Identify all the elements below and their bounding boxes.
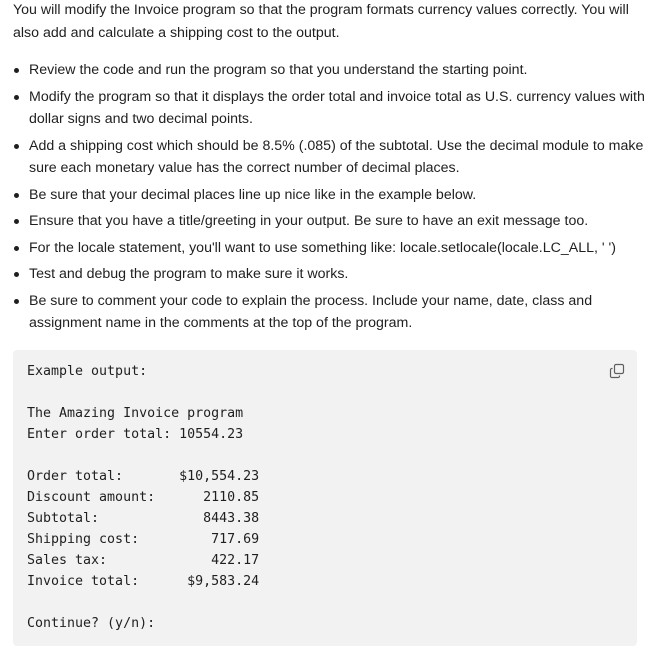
code-line: Sales tax: 422.17 xyxy=(27,553,260,568)
list-item-text: Add a shipping cost which should be 8.5% (.085) of the subtotal. Use the decimal module to make sure each monetary value has the correct number of decimal places. xyxy=(29,137,644,176)
code-block xyxy=(13,350,637,646)
bullet-icon xyxy=(14,219,19,224)
code-line xyxy=(27,592,259,613)
code-line: Continue? (y/n): xyxy=(27,616,156,631)
code-line: Discount amount: 2110.85 xyxy=(27,490,260,505)
list-item xyxy=(13,263,653,286)
instructions-content xyxy=(0,0,653,335)
list-item xyxy=(13,210,653,233)
code-line: Subtotal: 8443.38 xyxy=(27,511,260,526)
list-item-text: Test and debug the program to make sure it works. xyxy=(29,266,349,282)
bullet-icon xyxy=(14,246,19,251)
list-item-text: Be sure that your decimal places line up nice like in the example below. xyxy=(29,186,477,203)
list-item xyxy=(13,135,653,180)
intro-paragraph: You will modify the Invoice program so that the program formats currency values correctly. You will also add and calculate a shipping cost to the output. xyxy=(13,2,629,41)
code-line: Enter order total: 10554.23 xyxy=(27,427,244,442)
list-item-text: Review the code and run the program so that you understand the starting point. xyxy=(29,62,528,78)
code-line: Example output: xyxy=(27,364,148,379)
bullet-icon xyxy=(14,193,19,198)
bullet-icon xyxy=(14,68,19,73)
list-item-text: Ensure that you have a title/greeting in your output. Be sure to have an exit message too. xyxy=(29,213,589,229)
list-item-text: Be sure to comment your code to explain the process. Include your name, date, class and assignment name in the comments at the top of the program. xyxy=(29,292,593,331)
bullet-icon xyxy=(14,272,19,277)
code-line xyxy=(27,445,259,466)
bullet-icon xyxy=(14,95,19,100)
list-item-text: Modify the program so that it displays the order total and invoice total as U.S. currency values with dollar signs and two decimal points. xyxy=(29,88,645,127)
list-item xyxy=(13,59,653,82)
list-item-text: For the locale statement, you'll want to use something like: locale.setlocale(locale.LC_ALL, ' ') xyxy=(29,239,616,256)
code-line: The Amazing Invoice program xyxy=(27,406,244,421)
copy-icon[interactable] xyxy=(609,363,625,379)
list-item xyxy=(13,86,653,131)
code-line xyxy=(27,382,259,403)
code-content xyxy=(27,361,259,634)
requirements-list xyxy=(13,59,653,335)
list-item xyxy=(13,237,653,260)
bullet-icon xyxy=(14,144,19,149)
code-line: Invoice total: $9,583.24 xyxy=(27,574,260,589)
code-line: Order total: $10,554.23 xyxy=(27,469,260,484)
list-item xyxy=(13,184,653,207)
list-item xyxy=(13,290,653,335)
bullet-icon xyxy=(14,299,19,304)
code-line: Shipping cost: 717.69 xyxy=(27,532,260,547)
